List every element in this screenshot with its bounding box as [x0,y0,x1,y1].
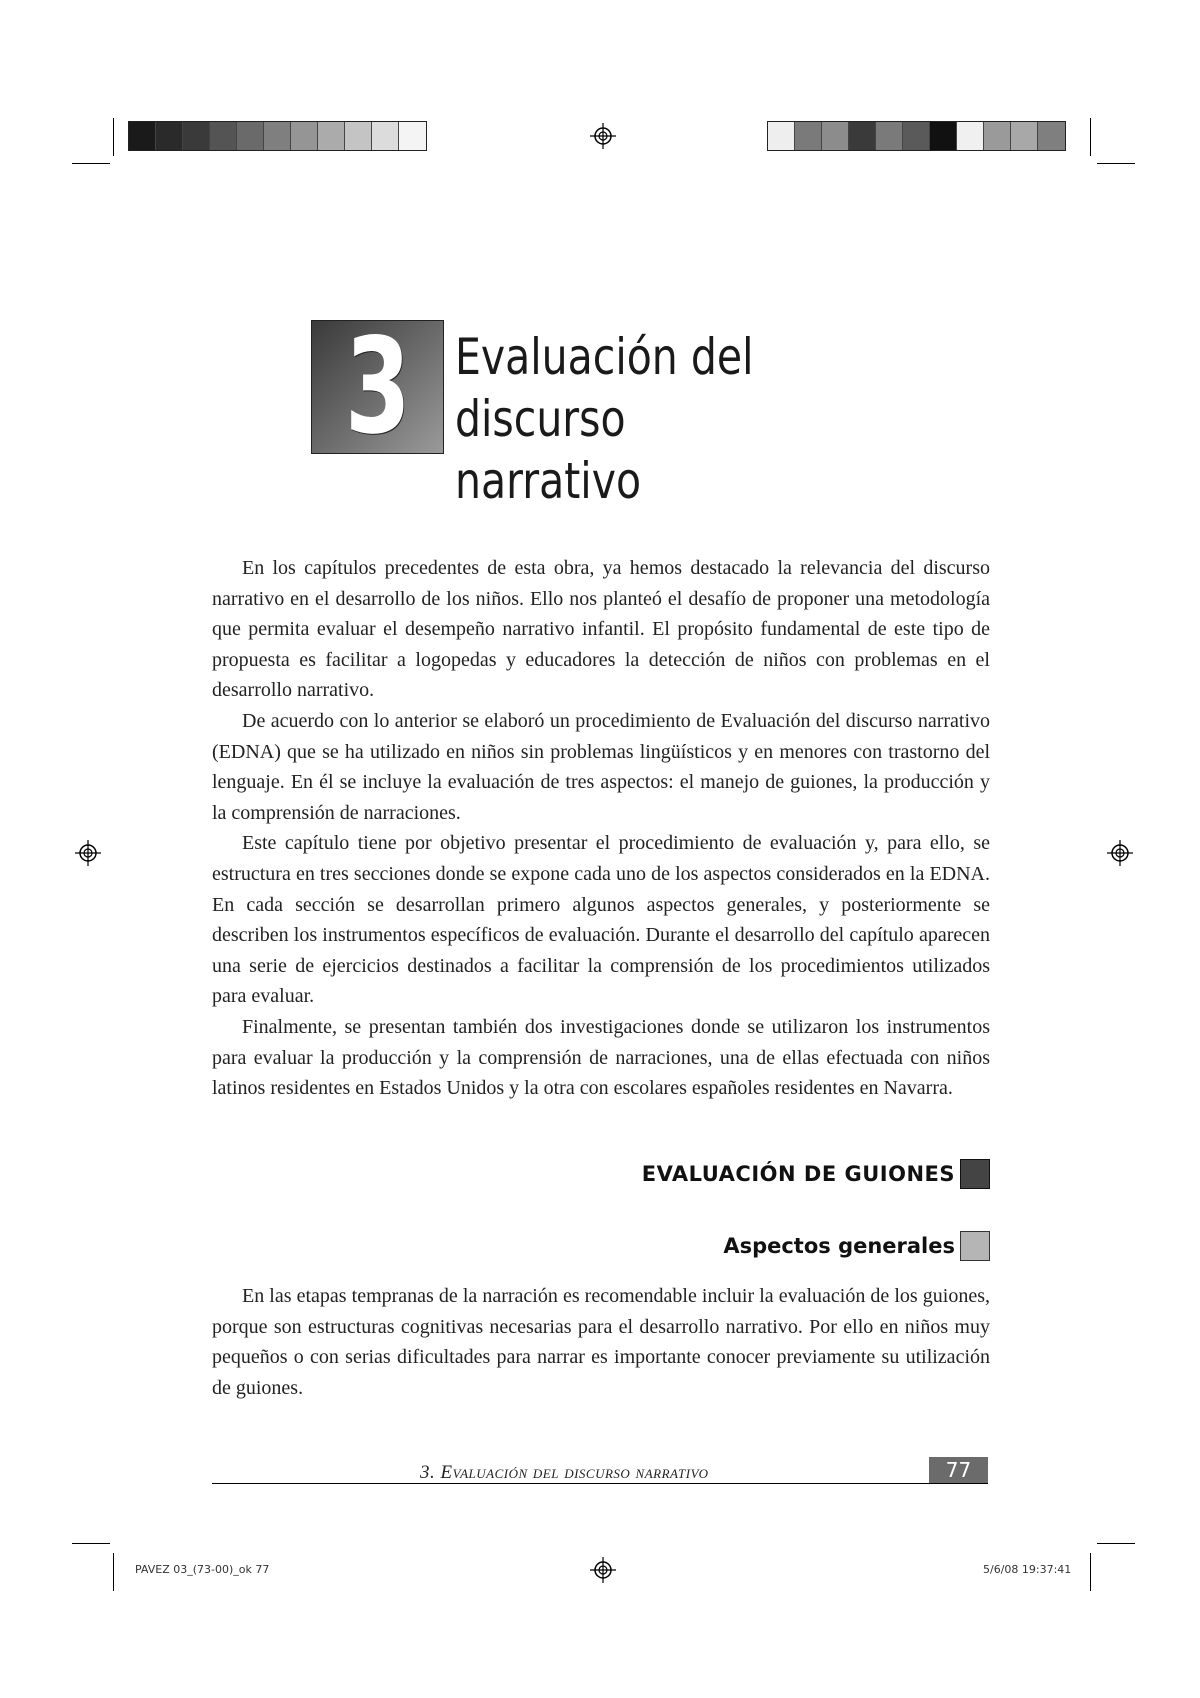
color-swatch [156,122,183,150]
crop-mark [1097,1543,1135,1544]
paragraph: Este capítulo tiene por objetivo presentar el procedimiento de evaluación y, para ello, se estructura en tres secciones donde se expone cada uno de los aspectos considerados en la EDNA. En cada sección se desarrollan primero algunos aspectos generales, y posteriormente se describen los instrumentos específicos de evaluación. Durante el desarrollo del capítulo aparecen una serie de ejercicios destinados a facilitar la comprensión de los procedimientos utilizados para evaluar. [212,832,990,1008]
color-swatch [264,122,291,150]
intro-body [212,553,990,1104]
color-swatch [876,122,903,150]
slug-date: 5/6/08 19:37:41 [983,1563,1072,1576]
crop-mark [1097,163,1135,164]
color-swatch [399,122,426,150]
page-number: 77 [929,1457,988,1483]
color-swatch [210,122,237,150]
section-marker-square [960,1159,990,1189]
color-bar-right [767,121,1066,151]
color-swatch [129,122,156,150]
chapter-title [455,326,914,512]
section-heading-text: EVALUACIÓN DE GUIONES [641,1162,955,1186]
subsection-heading-text: Aspectos generales [723,1234,955,1258]
color-swatch [318,122,345,150]
paragraph: En los capítulos precedentes de esta obra, ya hemos destacado la relevancia del discurso narrativo en el desarrollo de los niños. Ello nos planteó el desafío de proponer una metodología que permita evaluar el desempeño narrativo infantil. El propósito fundamental de este tipo de propuesta es facilitar a logopedas y educadores la detección de niños con problemas en el desarrollo narrativo. [212,557,990,702]
color-swatch [849,122,876,150]
chapter-number: 3 [344,310,411,464]
subsection-marker-square [960,1231,990,1261]
color-swatch [957,122,984,150]
paragraph: En las etapas tempranas de la narración es recomendable incluir la evaluación de los guiones, porque son estructuras cognitivas necesarias para el desarrollo narrativo. Por ello en niños muy pequeños o con serias dificultades para narrar es importante conocer previamente su utilización de guiones. [212,1285,990,1399]
chapter-title-line-1: Evaluación del discurso [455,328,754,448]
color-bar-left [128,121,427,151]
paragraph: Finalmente, se presentan también dos investigaciones donde se utilizaron los instrumentos para evaluar la producción y la comprensión de narraciones, una de ellas efectuada con niños latinos residentes en Estados Unidos y la otra con escolares españoles residentes en Navarra. [212,1015,990,1100]
color-swatch [768,122,795,150]
registration-mark-icon [590,123,616,149]
paragraph: De acuerdo con lo anterior se elaboró un procedimiento de Evaluación del discurso narrativo (EDNA) que se ha utilizado en niños sin problemas lingüísticos y en menores con trastorno del lenguaje. En él se incluye la evaluación de tres aspectos: el manejo de guiones, la producción y la comprensión de narraciones. [212,709,990,824]
section-body [212,1281,990,1403]
color-swatch [984,122,1011,150]
color-swatch [795,122,822,150]
crop-mark [72,163,110,164]
crop-mark [72,1543,110,1544]
footer-rule [212,1483,988,1484]
color-swatch [1038,122,1065,150]
color-swatch [237,122,264,150]
registration-mark-icon [75,840,101,866]
chapter-title-line-2: narrativo [455,452,642,510]
color-swatch [345,122,372,150]
color-swatch [183,122,210,150]
running-footer-title: 3. Evaluación del discurso narrativo [420,1462,709,1483]
registration-mark-icon [1107,840,1133,866]
crop-mark [113,118,114,156]
color-swatch [291,122,318,150]
subsection-heading [723,1231,990,1261]
chapter-number-box [311,310,444,464]
color-swatch [903,122,930,150]
color-swatch [822,122,849,150]
registration-mark-icon [590,1557,616,1583]
color-swatch [372,122,399,150]
slug-file: PAVEZ 03_(73-00)_ok 77 [135,1563,270,1576]
crop-mark [1090,1553,1091,1591]
crop-mark [113,1553,114,1591]
color-swatch [930,122,957,150]
crop-mark [1090,118,1091,156]
color-swatch [1011,122,1038,150]
section-heading [642,1159,990,1189]
